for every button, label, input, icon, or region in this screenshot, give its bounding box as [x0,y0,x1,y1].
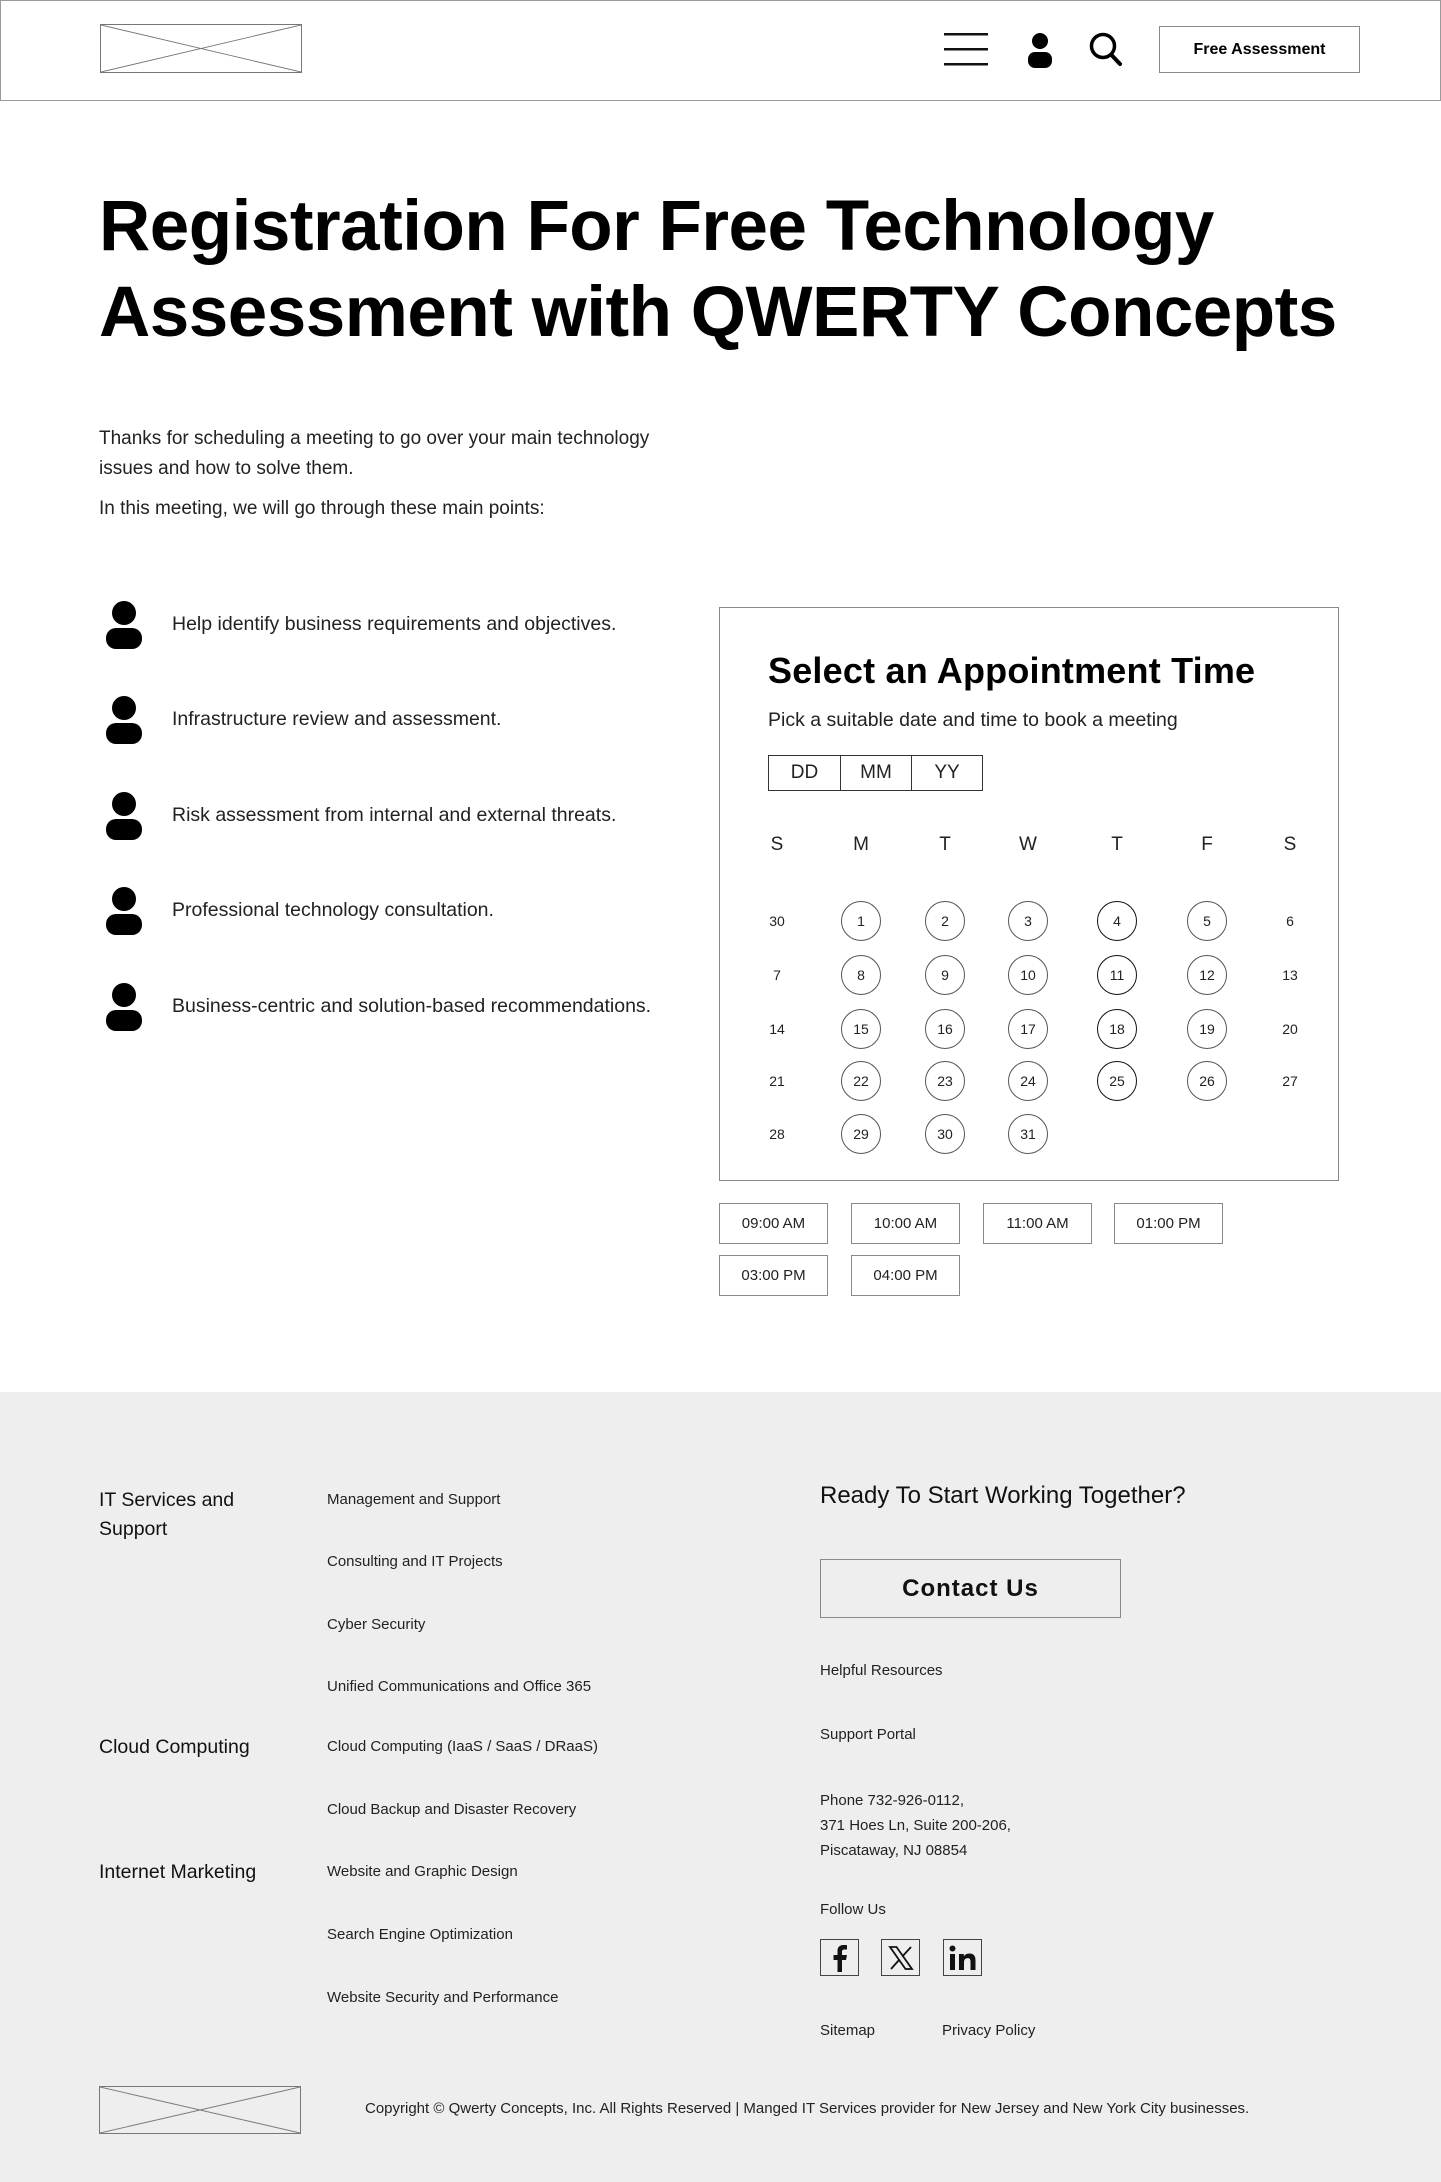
intro-text [99,424,719,484]
calendar-day[interactable]: 29 [841,1114,881,1154]
time-slot-button[interactable]: 11:00 AM [983,1203,1092,1244]
address-line: Piscataway, NJ 08854 [820,1842,968,1859]
point-text: Business-centric and solution-based recommendations. [172,995,652,1017]
page-title-line-2: Assessment with QWERTY Concepts [99,273,1337,352]
footer-link[interactable]: Website Security and Performance [327,1989,559,2006]
person-icon [105,600,143,652]
list-item [99,791,699,851]
intro-line-2: issues and how to solve them. [99,458,354,479]
calendar-day[interactable]: 11 [1097,955,1137,995]
calendar-day: 28 [769,1126,785,1142]
contact-us-button[interactable]: Contact Us [820,1559,1121,1618]
calendar-day[interactable]: 1 [841,901,881,941]
footer-link[interactable]: Cyber Security [327,1616,426,1633]
time-slot-button[interactable]: 01:00 PM [1114,1203,1223,1244]
calendar-day[interactable]: 8 [841,955,881,995]
helpful-resources-link[interactable]: Helpful Resources [820,1662,943,1679]
site-header [0,0,1441,101]
calendar-day[interactable]: 18 [1097,1009,1137,1049]
time-slot-button[interactable]: 04:00 PM [851,1255,960,1296]
menu-icon[interactable] [944,31,988,67]
person-icon [105,886,143,938]
address-line: Phone 732-926-0112, [820,1792,965,1809]
footer-link[interactable]: Search Engine Optimization [327,1926,513,1943]
calendar-day[interactable]: 22 [841,1061,881,1101]
footer-link[interactable]: Management and Support [327,1491,501,1508]
point-text: Professional technology consultation. [172,899,494,921]
calendar-day: 30 [769,913,785,929]
year-field[interactable]: YY [911,755,983,791]
copyright-text: Copyright © Qwerty Concepts, Inc. All Rights Reserved | Manged IT Services provider for New Jersey and New York City businesses. [365,2100,1250,2117]
calendar-day: 6 [1286,913,1294,929]
calendar-day[interactable]: 12 [1187,955,1227,995]
appointment-subtitle: Pick a suitable date and time to book a meeting [768,709,1178,731]
calendar-day[interactable]: 26 [1187,1061,1227,1101]
sitemap-link[interactable]: Sitemap [820,2022,876,2039]
list-item [99,695,699,755]
list-item [99,982,699,1042]
follow-us-label: Follow Us [820,1901,886,1918]
weekday-label: W [1019,834,1037,855]
point-text: Risk assessment from internal and external threats. [172,804,617,826]
search-icon[interactable] [1089,31,1123,67]
weekday-label: S [1283,834,1297,855]
calendar-day[interactable]: 31 [1008,1114,1048,1154]
person-icon [105,982,143,1034]
calendar-day: 27 [1282,1073,1298,1089]
calendar-day: 20 [1282,1021,1298,1037]
weekday-label: M [853,834,869,855]
footer-category: Cloud Computing [99,1736,250,1758]
calendar-day[interactable]: 10 [1008,955,1048,995]
appointment-panel [719,607,1339,1181]
calendar-day: 21 [769,1073,785,1089]
person-icon [105,695,143,747]
address-line: 371 Hoes Ln, Suite 200-206, [820,1817,1011,1834]
point-text: Infrastructure review and assessment. [172,708,502,730]
free-assessment-button[interactable]: Free Assessment [1159,26,1360,73]
calendar-day[interactable]: 23 [925,1061,965,1101]
day-field[interactable]: DD [768,755,841,791]
facebook-icon[interactable] [820,1939,859,1976]
calendar-day[interactable]: 9 [925,955,965,995]
intro-points-lead: In this meeting, we will go through these main points: [99,498,545,519]
linkedin-icon[interactable] [943,1939,982,1976]
time-slot-button[interactable]: 09:00 AM [719,1203,828,1244]
weekday-label: F [1201,834,1213,855]
contact-address [820,1788,1011,1863]
footer-link[interactable]: Consulting and IT Projects [327,1553,503,1570]
footer-link[interactable]: Cloud Backup and Disaster Recovery [327,1801,577,1818]
calendar-day[interactable]: 25 [1097,1061,1137,1101]
calendar-day: 14 [769,1021,785,1037]
calendar-day[interactable]: 4 [1097,901,1137,941]
time-slot-button[interactable]: 10:00 AM [851,1203,960,1244]
weekday-label: T [939,834,951,855]
calendar-day[interactable]: 24 [1008,1061,1048,1101]
logo-placeholder[interactable] [100,24,302,73]
footer-link[interactable]: Website and Graphic Design [327,1863,518,1880]
weekday-label: S [770,834,784,855]
x-icon[interactable] [881,1939,920,1976]
weekday-label: T [1111,834,1123,855]
point-text: Help identify business requirements and objectives. [172,613,617,635]
intro-line-1: Thanks for scheduling a meeting to go over your main technology [99,428,650,449]
page-title [99,184,1359,356]
footer-link[interactable]: Unified Communications and Office 365 [327,1678,592,1695]
footer-link[interactable]: Cloud Computing (IaaS / SaaS / DRaaS) [327,1738,598,1755]
user-icon[interactable] [1026,32,1054,68]
page-title-line-1: Registration For Free Technology [99,187,1214,266]
calendar-day: 13 [1282,967,1298,983]
calendar-day: 7 [773,967,781,983]
list-item [99,886,699,946]
calendar-day[interactable]: 3 [1008,901,1048,941]
support-portal-link[interactable]: Support Portal [820,1726,916,1743]
time-slot-button[interactable]: 03:00 PM [719,1255,828,1296]
calendar-day[interactable]: 19 [1187,1009,1227,1049]
calendar-day[interactable]: 17 [1008,1009,1048,1049]
calendar-day[interactable]: 15 [841,1009,881,1049]
month-field[interactable]: MM [840,755,912,791]
appointment-title: Select an Appointment Time [768,650,1256,691]
footer-logo-placeholder[interactable] [99,2086,301,2134]
calendar-day[interactable]: 2 [925,901,965,941]
footer-category: Internet Marketing [99,1861,257,1883]
calendar-day[interactable]: 30 [925,1114,965,1154]
footer-category: IT Services and Support [99,1489,235,1540]
calendar-day[interactable]: 16 [925,1009,965,1049]
calendar-day[interactable]: 5 [1187,901,1227,941]
list-item [99,600,699,660]
ready-heading: Ready To Start Working Together? [820,1482,1186,1509]
privacy-policy-link[interactable]: Privacy Policy [942,2022,1036,2039]
person-icon [105,791,143,843]
